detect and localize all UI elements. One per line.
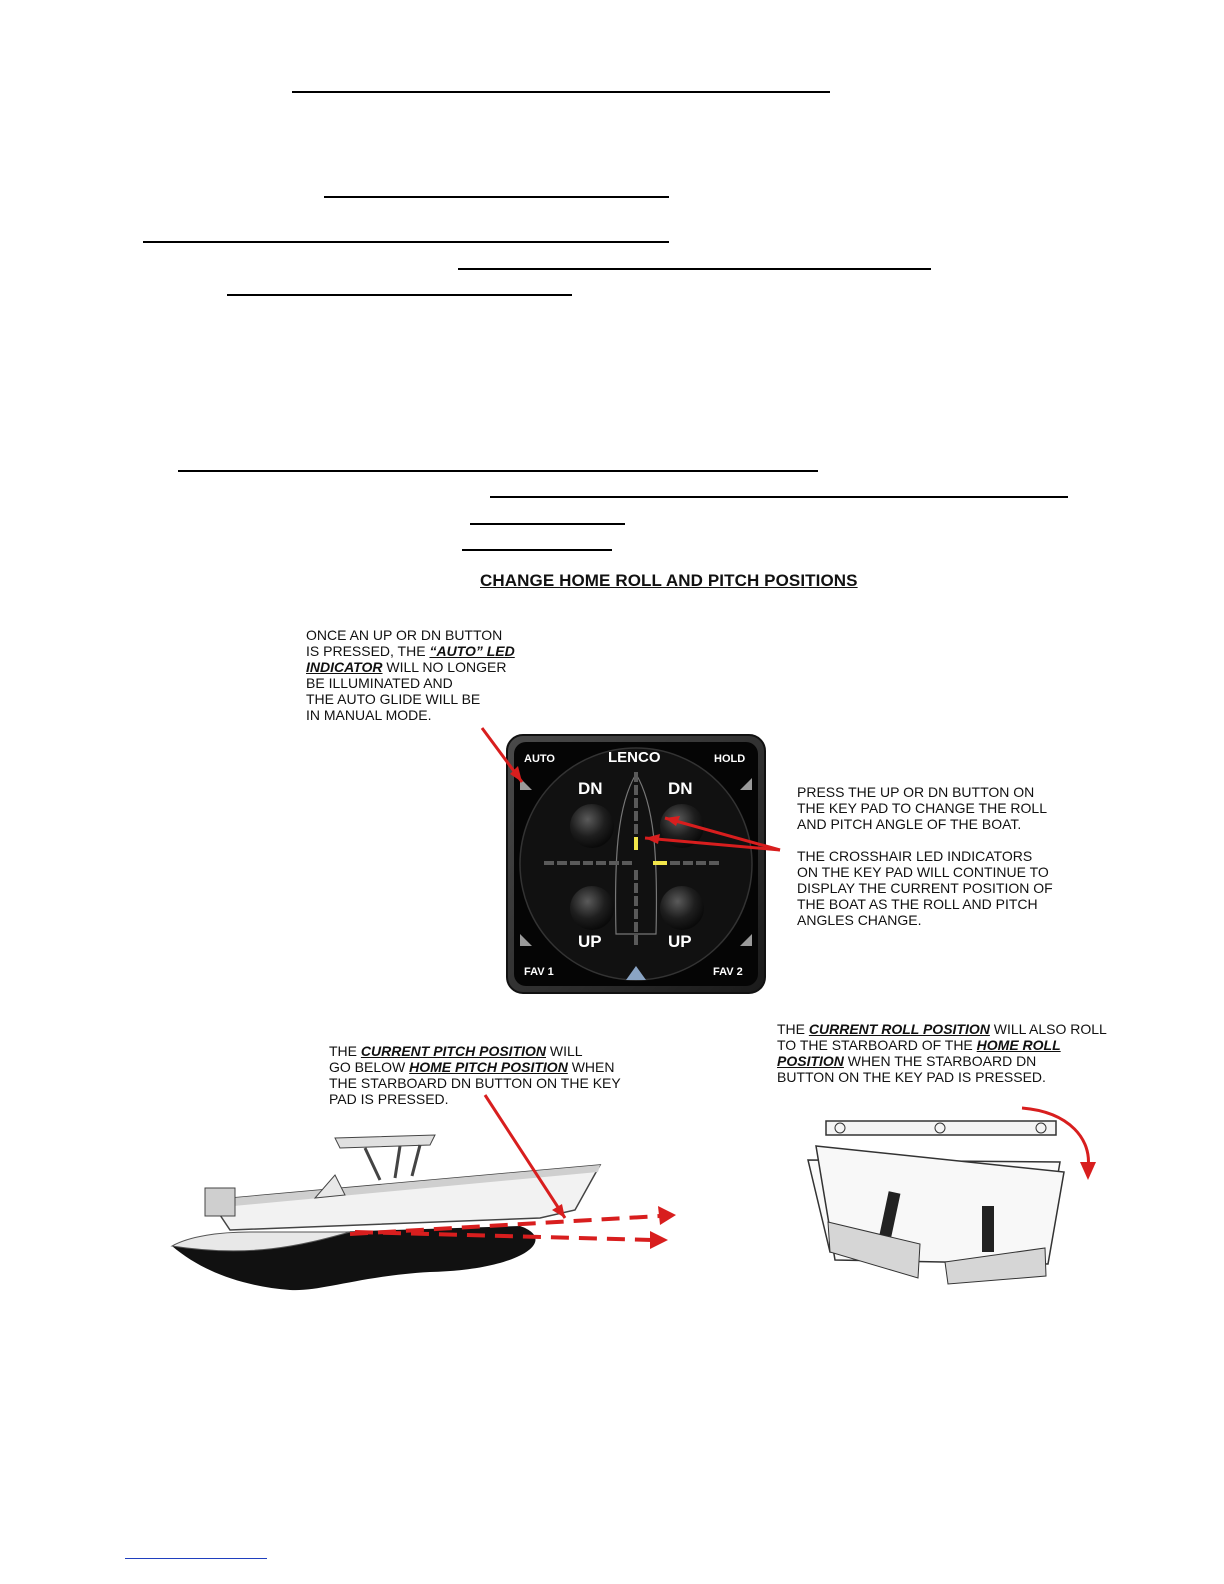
lenco-logo: LENCO [608,749,661,766]
transom-rear-illustration [808,1121,1064,1284]
roll-led-active [653,861,667,865]
boat-side-illustration [172,1135,600,1290]
starboard-dn-label: DN [668,779,693,798]
home-pitch-line [350,1216,660,1234]
link-underline[interactable] [125,1558,267,1559]
note-auto-led: ONCE AN UP OR DN BUTTON IS PRESSED, THE “AUTO” LED INDICATOR WILL NO LONGER BE ILLUMINATED AND THE AUTO GLIDE WILL BE IN MANUAL MODE. [306,627,515,723]
arrow-to-pitch [485,1095,565,1218]
starboard-up-button[interactable] [660,886,704,930]
redacted-line [292,91,830,93]
port-dn-button[interactable] [570,804,614,848]
hold-label[interactable]: HOLD [714,753,746,765]
note-pitch: THE CURRENT PITCH POSITION WILL GO BELOW HOME PITCH POSITION WHEN THE STARBOARD DN BUTTON ON THE KEY PAD IS PRESSED. [329,1043,621,1107]
redacted-line [324,196,669,198]
port-up-label: UP [578,932,602,951]
current-pitch-line [355,1232,652,1240]
auto-label[interactable]: AUTO [524,753,555,765]
redacted-line [143,241,669,243]
starboard-up-label: UP [668,932,692,951]
section-title: CHANGE HOME ROLL AND PITCH POSITIONS [480,571,858,590]
redacted-line [178,470,818,472]
fav1-label[interactable]: FAV 1 [524,966,554,978]
lenco-keypad [506,734,766,994]
redacted-line [458,268,931,270]
pitch-led-active [634,837,638,850]
redacted-line [462,549,612,551]
keypad-graphic [506,734,766,994]
redacted-line [227,294,572,296]
note-roll: THE CURRENT ROLL POSITION WILL ALSO ROLL TO THE STARBOARD OF THE HOME ROLL POSITION WHEN THE STARBOARD DN BUTTON ON THE KEY PAD IS PRESSED. [777,1021,1107,1085]
roll-arrow [1022,1108,1088,1168]
level-bar [826,1121,1056,1135]
note-press-button: PRESS THE UP OR DN BUTTON ON THE KEY PAD TO CHANGE THE ROLL AND PITCH ANGLE OF THE BOAT. [797,784,1047,832]
redacted-line [470,523,625,525]
fav2-label[interactable]: FAV 2 [713,966,743,978]
redacted-line [490,496,1068,498]
port-dn-label: DN [578,779,603,798]
port-up-button[interactable] [570,886,614,930]
note-crosshair: THE CROSSHAIR LED INDICATORS ON THE KEY PAD WILL CONTINUE TO DISPLAY THE CURRENT POSITION OF THE BOAT AS THE ROLL AND PITCH ANGLES CHANGE. [797,848,1053,928]
starboard-dn-button[interactable] [660,804,704,848]
